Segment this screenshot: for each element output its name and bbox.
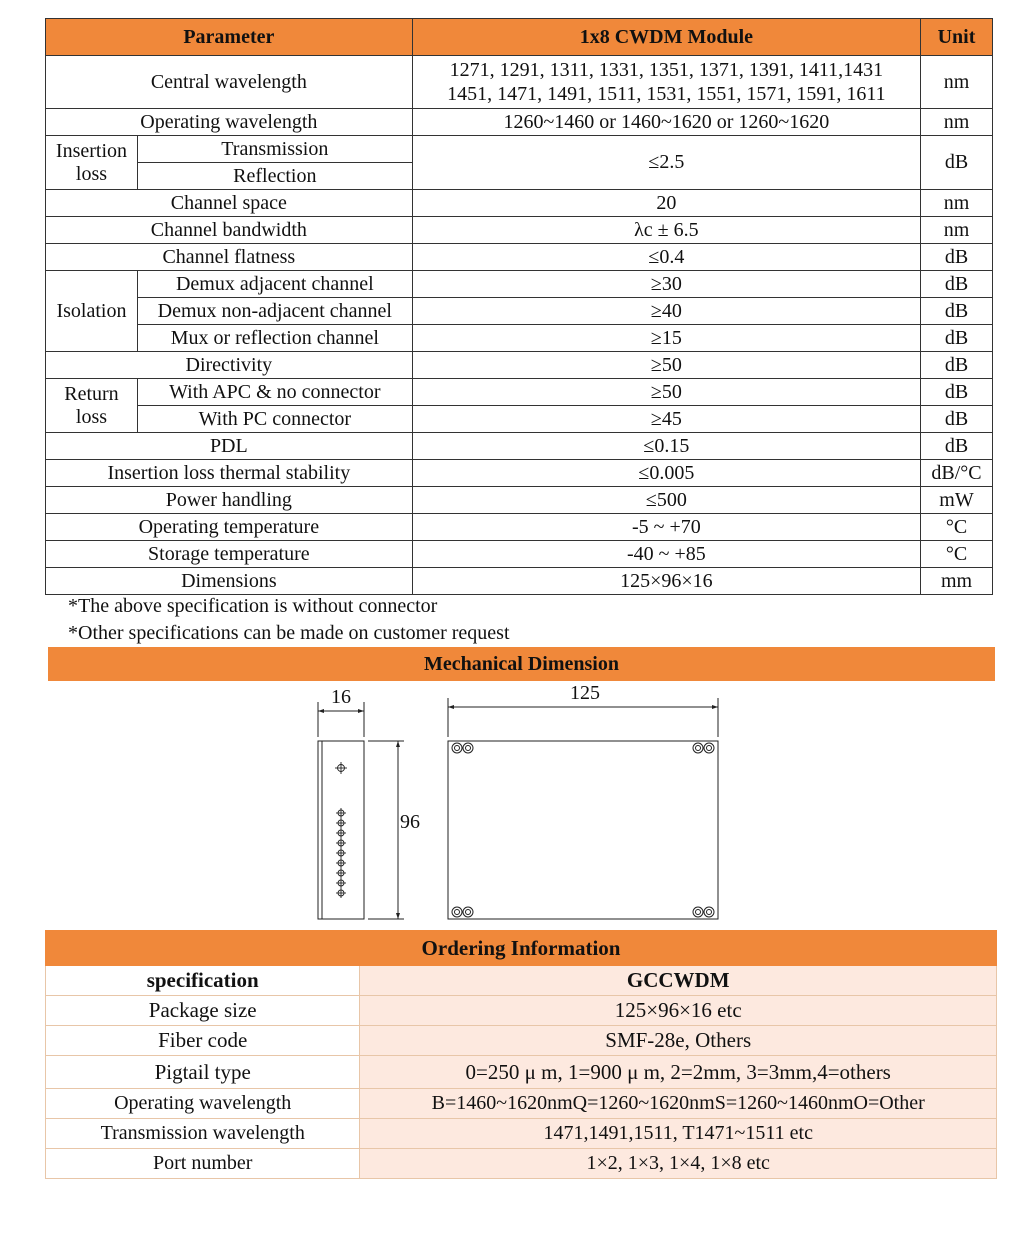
mounting-hole-top-left: [452, 743, 473, 753]
thermal-stability-label: Insertion loss thermal stability: [46, 460, 413, 487]
insertion-loss-label-line2: loss: [75, 162, 108, 185]
operating-wavelength-unit: nm: [921, 109, 993, 136]
isolation-non-adjacent-value: ≥40: [412, 298, 920, 325]
insertion-loss-label: [46, 136, 138, 190]
row-channel-bandwidth: [46, 217, 993, 244]
width-dimension-label: 16: [331, 686, 351, 708]
mounting-holes: [452, 743, 714, 917]
mechanical-drawing: [300, 682, 730, 927]
isolation-non-adjacent-unit: dB: [921, 298, 993, 325]
isolation-adjacent-unit: dB: [921, 271, 993, 298]
return-loss-label-line1: Return: [64, 382, 119, 405]
header-parameter: Parameter: [46, 19, 413, 56]
isolation-non-adjacent-label: Demux non-adjacent channel: [137, 298, 412, 325]
return-loss-apc-label: With APC & no connector: [137, 379, 412, 406]
return-loss-label-line2: loss: [75, 405, 108, 428]
return-loss-label: [46, 379, 138, 433]
insertion-loss-transmission-label: Transmission: [137, 136, 412, 163]
row-operating-temperature: [46, 514, 993, 541]
row-power-handling: [46, 487, 993, 514]
package-size-label: Package size: [46, 996, 360, 1026]
channel-space-value: 20: [412, 190, 920, 217]
dimensions-unit: mm: [921, 568, 993, 595]
ordering-row-pigtail-type: [46, 1056, 997, 1089]
port-number-value: 1×2, 1×3, 1×4, 1×8 etc: [360, 1149, 997, 1179]
ordering-row-transmission-wavelength: [46, 1119, 997, 1149]
top-view-body: [448, 741, 718, 919]
channel-bandwidth-label: Channel bandwidth: [46, 217, 413, 244]
fiber-code-label: Fiber code: [46, 1026, 360, 1056]
power-handling-unit: mW: [921, 487, 993, 514]
fiber-port-markers: [336, 808, 346, 898]
fiber-code-value: SMF-28e, Others: [360, 1026, 997, 1056]
storage-temperature-label: Storage temperature: [46, 541, 413, 568]
side-arrow-left: [318, 709, 324, 713]
row-directivity: [46, 352, 993, 379]
mounting-hole-top-right: [693, 743, 714, 753]
ordering-information-table: [45, 930, 997, 1179]
ordering-row-package-size: [46, 996, 997, 1026]
pdl-label: PDL: [46, 433, 413, 460]
operating-temperature-unit: °C: [921, 514, 993, 541]
operating-temperature-value: -5 ~ +70: [412, 514, 920, 541]
note-custom: *Other specifications can be made on customer request: [68, 622, 510, 644]
transmission-wavelength-label: Transmission wavelength: [46, 1119, 360, 1149]
central-wavelength-line2: 1451, 1471, 1491, 1511, 1531, 1551, 1571, 1591, 1611: [447, 83, 886, 105]
row-insertion-loss-transmission: [46, 136, 993, 163]
directivity-value: ≥50: [412, 352, 920, 379]
transmission-wavelength-value: 1471,1491,1511, T1471~1511 etc: [360, 1119, 997, 1149]
side-arrow-right: [358, 709, 364, 713]
spec-notes: [68, 593, 510, 647]
row-isolation-non-adjacent: [46, 298, 993, 325]
channel-flatness-label: Channel flatness: [46, 244, 413, 271]
row-return-loss-apc: [46, 379, 993, 406]
isolation-mux-unit: dB: [921, 325, 993, 352]
header-module: 1x8 CWDM Module: [412, 19, 920, 56]
row-return-loss-pc: [46, 406, 993, 433]
channel-flatness-value: ≤0.4: [412, 244, 920, 271]
channel-bandwidth-unit: nm: [921, 217, 993, 244]
ordering-row-port-number: [46, 1149, 997, 1179]
ordering-title-row: [46, 931, 997, 966]
power-handling-value: ≤500: [412, 487, 920, 514]
pdl-value: ≤0.15: [412, 433, 920, 460]
pigtail-type-value: 0=250 μ m, 1=900 μ m, 2=2mm, 3=3mm,4=others: [360, 1056, 997, 1089]
operating-wavelength-value: 1260~1460 or 1460~1620 or 1260~1620: [412, 109, 920, 136]
mounting-hole-bottom-right: [693, 907, 714, 917]
ordering-header-row: [46, 966, 997, 996]
row-storage-temperature: [46, 541, 993, 568]
dimensions-label: Dimensions: [46, 568, 413, 595]
port-marker-top: [335, 762, 347, 774]
return-loss-pc-label: With PC connector: [137, 406, 412, 433]
isolation-adjacent-label: Demux adjacent channel: [137, 271, 412, 298]
channel-flatness-unit: dB: [921, 244, 993, 271]
ordering-header-model: GCCWDM: [360, 966, 997, 996]
length-arrow-right: [712, 705, 718, 709]
height-dimension-label: 96: [400, 811, 420, 833]
ordering-information-title: Ordering Information: [46, 931, 997, 966]
channel-space-unit: nm: [921, 190, 993, 217]
channel-bandwidth-value: λc ± 6.5: [412, 217, 920, 244]
pdl-unit: dB: [921, 433, 993, 460]
insertion-loss-unit: dB: [921, 136, 993, 190]
height-arrow-top: [396, 741, 400, 747]
power-handling-label: Power handling: [46, 487, 413, 514]
row-isolation-mux: [46, 325, 993, 352]
insertion-loss-value: ≤2.5: [412, 136, 920, 190]
ordering-operating-wavelength-value: B=1460~1620nmQ=1260~1620nmS=1260~1460nmO=Other: [360, 1089, 997, 1119]
isolation-mux-value: ≥15: [412, 325, 920, 352]
thermal-stability-unit: dB/°C: [921, 460, 993, 487]
storage-temperature-value: -40 ~ +85: [412, 541, 920, 568]
channel-space-label: Channel space: [46, 190, 413, 217]
row-dimensions: [46, 568, 993, 595]
specification-table: [45, 18, 993, 595]
return-loss-apc-value: ≥50: [412, 379, 920, 406]
directivity-label: Directivity: [46, 352, 413, 379]
return-loss-pc-value: ≥45: [412, 406, 920, 433]
return-loss-pc-unit: dB: [921, 406, 993, 433]
insertion-loss-label-line1: Insertion: [55, 139, 128, 162]
thermal-stability-value: ≤0.005: [412, 460, 920, 487]
isolation-label: Isolation: [46, 271, 138, 352]
row-central-wavelength: [46, 56, 993, 109]
side-view-ports: [335, 762, 347, 898]
pigtail-type-label: Pigtail type: [46, 1056, 360, 1089]
length-dimension-label: 125: [570, 682, 600, 704]
note-connector: *The above specification is without connector: [68, 595, 438, 617]
package-size-value: 125×96×16 etc: [360, 996, 997, 1026]
storage-temperature-unit: °C: [921, 541, 993, 568]
height-arrow-bottom: [396, 913, 400, 919]
row-isolation-adjacent: [46, 271, 993, 298]
length-arrow-left: [448, 705, 454, 709]
row-operating-wavelength: [46, 109, 993, 136]
row-channel-flatness: [46, 244, 993, 271]
isolation-adjacent-value: ≥30: [412, 271, 920, 298]
dimensions-value: 125×96×16: [412, 568, 920, 595]
row-thermal-stability: [46, 460, 993, 487]
mechanical-dimension-title: Mechanical Dimension: [48, 647, 995, 681]
ordering-row-operating-wavelength: [46, 1089, 997, 1119]
ordering-header-specification: specification: [46, 966, 360, 996]
central-wavelength-label: Central wavelength: [46, 56, 413, 109]
spec-header-row: [46, 19, 993, 56]
central-wavelength-value: [412, 56, 920, 109]
central-wavelength-unit: nm: [921, 56, 993, 109]
directivity-unit: dB: [921, 352, 993, 379]
operating-wavelength-label: Operating wavelength: [46, 109, 413, 136]
return-loss-apc-unit: dB: [921, 379, 993, 406]
isolation-mux-label: Mux or reflection channel: [137, 325, 412, 352]
port-number-label: Port number: [46, 1149, 360, 1179]
row-pdl: [46, 433, 993, 460]
operating-temperature-label: Operating temperature: [46, 514, 413, 541]
row-channel-space: [46, 190, 993, 217]
header-unit: Unit: [921, 19, 993, 56]
central-wavelength-line1: 1271, 1291, 1311, 1331, 1351, 1371, 1391, 1411,1431: [449, 59, 884, 81]
insertion-loss-reflection-label: Reflection: [137, 163, 412, 190]
ordering-row-fiber-code: [46, 1026, 997, 1056]
mounting-hole-bottom-left: [452, 907, 473, 917]
ordering-operating-wavelength-label: Operating wavelength: [46, 1089, 360, 1119]
